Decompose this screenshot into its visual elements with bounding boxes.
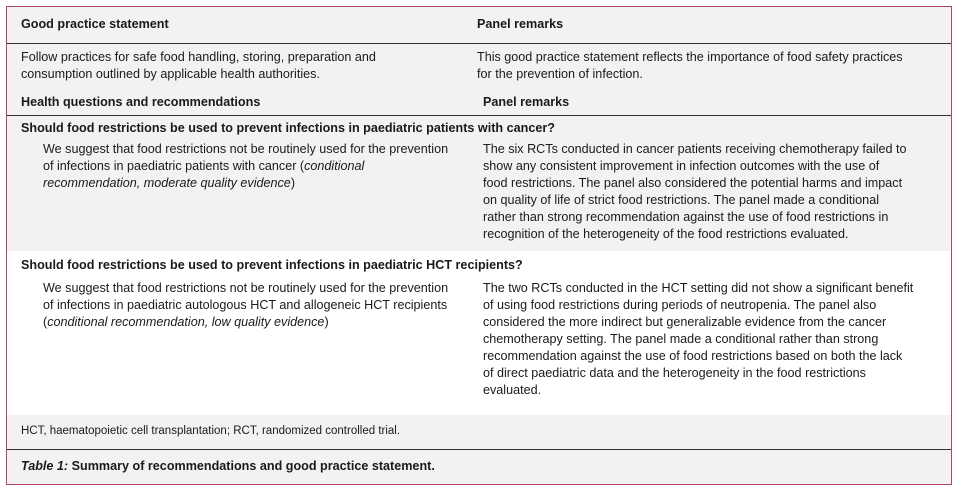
recommendation-line — [43, 175, 475, 192]
header-col2: Panel remarks — [477, 17, 564, 31]
recommendation-line — [43, 314, 475, 331]
subheader-col1: Health questions and recommendations — [21, 95, 261, 109]
remarks-line: show any consistent improvement in infection outcomes with the use of — [483, 159, 880, 173]
italic-span: conditional — [304, 159, 365, 173]
question1-recommendation — [43, 141, 475, 192]
remarks-line: recognition of the heterogeneity of the food restrictions evaluated. — [483, 227, 849, 241]
remarks-line: The six RCTs conducted in cancer patients receiving chemotherapy failed to — [483, 142, 907, 156]
header-col1: Good practice statement — [21, 17, 169, 31]
recommendation-line: We suggest that food restrictions not be routinely used for the prevention — [43, 142, 449, 156]
remarks-line: recommendation against the use of food restrictions based on both the lack — [483, 349, 903, 363]
remarks-line: on quality of life of strict food restrictions. The panel made a conditional — [483, 193, 879, 207]
question1-section — [7, 116, 951, 251]
caption-label: Table 1: — [21, 459, 69, 473]
question2-remarks — [483, 280, 913, 399]
table-caption — [21, 458, 435, 475]
subheader-row — [7, 90, 951, 115]
statement-line: Follow practices for safe food handling, storing, preparation and — [21, 50, 376, 64]
caption-rule — [7, 449, 951, 450]
remarks-line: evaluated. — [483, 383, 542, 397]
italic-span: conditional recommendation, low quality evidence — [47, 315, 325, 329]
remarks-line: rather than strong recommendation against the use of food restrictions in — [483, 210, 889, 224]
caption-text: Summary of recommendations and good practice statement. — [68, 459, 435, 473]
question2-heading: Should food restrictions be used to prevent infections in paediatric HCT recipients? — [21, 258, 523, 272]
remarks-line: The two RCTs conducted in the HCT setting did not show a significant benefit — [483, 281, 914, 295]
recommendation-line: of infections in paediatric autologous HCT and allogeneic HCT recipients — [43, 298, 448, 312]
text-span: of infections in paediatric patients with cancer ( — [43, 159, 305, 173]
text-span: ) — [290, 176, 296, 190]
question2-section — [7, 251, 951, 415]
question1-heading: Should food restrictions be used to prevent infections in paediatric patients with cancer? — [21, 121, 555, 135]
italic-span: recommendation, moderate quality evidence — [43, 176, 291, 190]
text-span: ) — [324, 315, 329, 329]
remarks-line: of direct paediatric data and the heterogeneity in the food restrictions — [483, 366, 866, 380]
remarks-line: chemotherapy setting. The panel made a conditional rather than strong — [483, 332, 879, 346]
subheader-col2: Panel remarks — [483, 95, 570, 109]
table-footnote: HCT, haematopoietic cell transplantation; RCT, randomized controlled trial. — [21, 425, 401, 437]
question2-recommendation — [43, 280, 475, 331]
remarks-line: for the prevention of infection. — [477, 67, 643, 81]
good-practice-row — [7, 44, 951, 90]
remarks-line: This good practice statement reflects the importance of food safety practices — [477, 50, 903, 64]
good-practice-remarks — [477, 49, 903, 83]
table-header-row — [7, 7, 951, 43]
good-practice-statement — [21, 49, 376, 83]
remarks-line: food restrictions. The panel also considered the potential harms and impact — [483, 176, 903, 190]
recommendation-line — [43, 158, 475, 175]
remarks-line: of using food restrictions during periods of neutropenia. The panel also — [483, 298, 877, 312]
statement-line: consumption outlined by applicable health authorities. — [21, 67, 320, 81]
recommendation-line: We suggest that food restrictions not be routinely used for the prevention — [43, 281, 449, 295]
text-span: ( — [43, 315, 48, 329]
table-frame — [6, 6, 952, 485]
remarks-line: considered the more indirect but generalizable evidence from the cancer — [483, 315, 887, 329]
question1-remarks — [483, 141, 907, 243]
